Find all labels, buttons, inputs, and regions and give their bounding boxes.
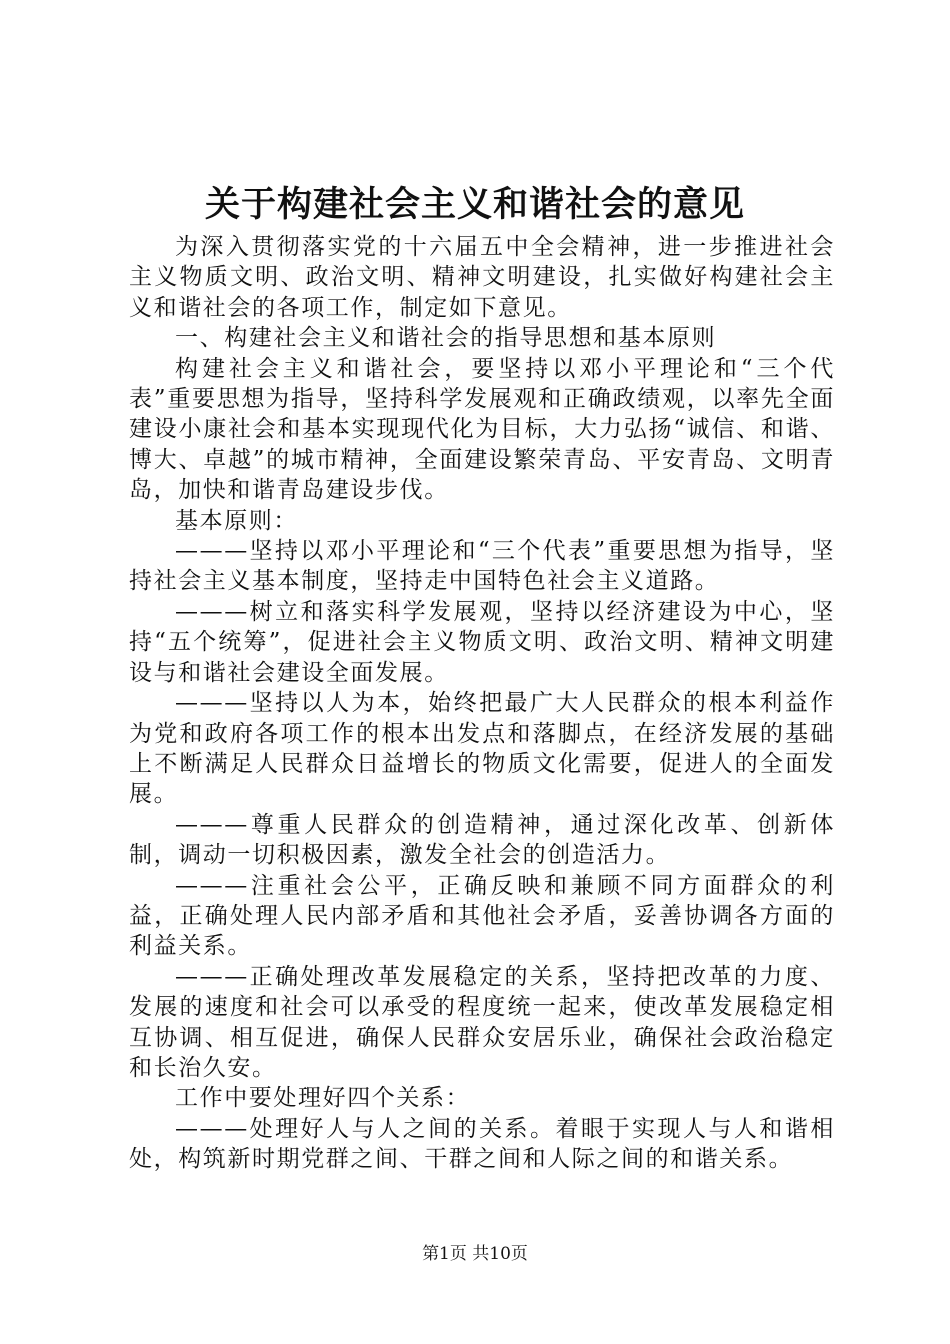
list-item: ———注重社会公平，正确反映和兼顾不同方面群众的利益，正确处理人民内部矛盾和其他社会矛盾，妥善协调各方面的利益关系。 [129,872,835,960]
document-body [129,232,835,1175]
page-title: 关于构建社会主义和谐社会的意见 [204,184,745,225]
page-number: 第1页 共10页 [422,1244,528,1264]
list-item: ———正确处理改革发展稳定的关系，坚持把改革的力度、发展的速度和社会可以承受的程度统一起来，使改革发展稳定相互协调、相互促进，确保人民群众安居乐业，确保社会政治稳定和长治久安。 [129,963,835,1081]
paragraph: 为深入贯彻落实党的十六届五中全会精神，进一步推进社会主义物质文明、政治文明、精神文明建设，扎实做好构建社会主义和谐社会的各项工作，制定如下意见。 [129,234,835,321]
list-item: ———坚持以邓小平理论和“三个代表”重要思想为指导，坚持社会主义基本制度，坚持走中国特色社会主义道路。 [129,538,835,595]
paragraph: 基本原则： [175,507,298,534]
list-item: ———树立和落实科学发展观，坚持以经济建设为中心，坚持“五个统筹”，促进社会主义物质文明、政治文明、精神文明建设与和谐社会建设全面发展。 [129,598,835,686]
list-item: ———处理好人与人之间的关系。着眼于实现人与人和谐相处，构筑新时期党群之间、干群之间和人际之间的和谐关系。 [129,1115,835,1173]
paragraph: 工作中要处理好四个关系： [175,1085,471,1112]
paragraph: 构建社会主义和谐社会，要坚持以邓小平理论和“三个代表”重要思想为指导，坚持科学发展观和正确政绩观，以率先全面建设小康社会和基本实现现代化为目标，大力弘扬“诚信、和谐、博大、卓越”的城市精神，全面建设繁荣青岛、平安青岛、文明青岛，加快和谐青岛建设步伐。 [129,355,835,504]
list-item: ———坚持以人为本，始终把最广大人民群众的根本利益作为党和政府各项工作的根本出发点和落脚点，在经济发展的基础上不断满足人民群众日益增长的物质文化需要，促进人的全面发展。 [129,690,835,808]
section-heading: 一、构建社会主义和谐社会的指导思想和基本原则 [175,325,717,352]
list-item: ———尊重人民群众的创造精神，通过深化改革、创新体制，调动一切积极因素，激发全社会的创造活力。 [129,811,835,869]
